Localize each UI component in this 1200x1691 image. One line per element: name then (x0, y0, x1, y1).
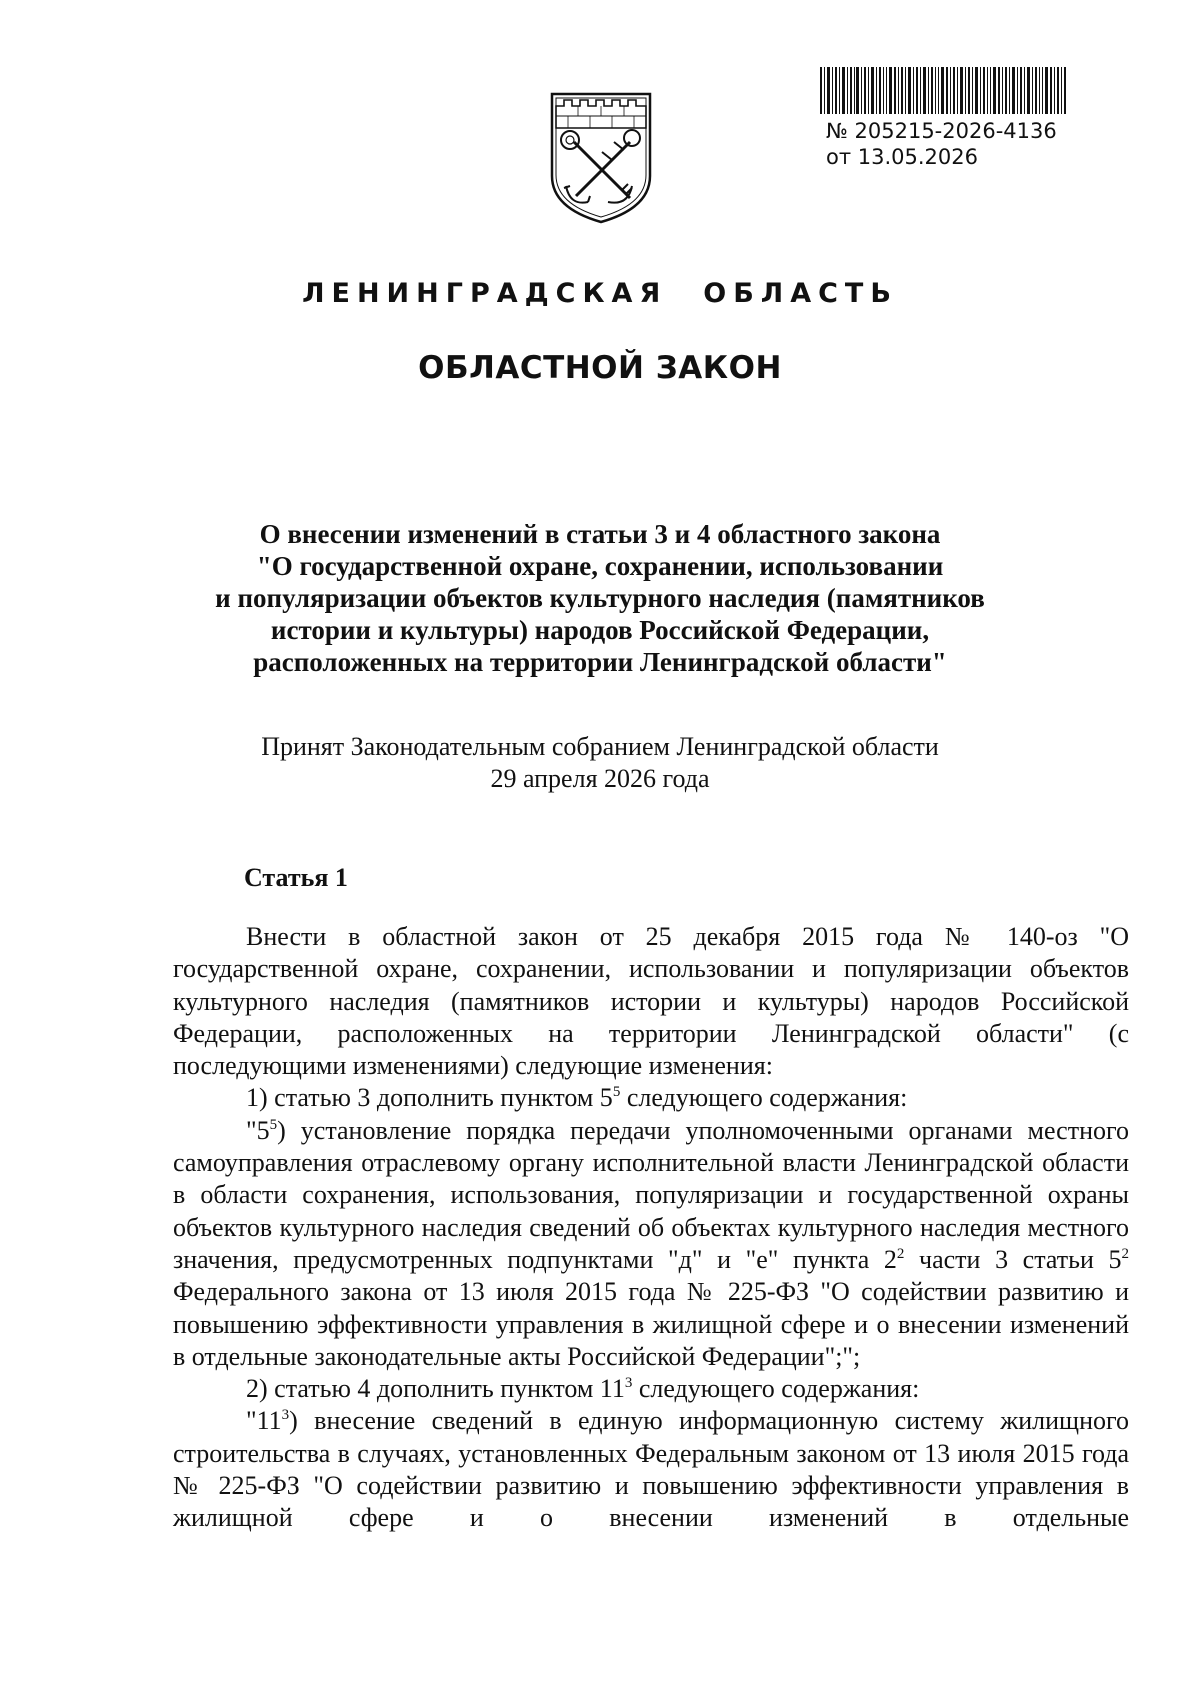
law-title-line: и популяризации объектов культурного наследия (памятников (215, 583, 985, 613)
region-name (0, 278, 1200, 309)
article-intro: Внести в областной закон от 25 декабря 2015 года № 140-оз "О государственной охране, сохранении, использовании и популяризации объектов культурного наследия (памятников истории и культуры) народов Российской Федерации, расположенных на территории Ленинградской области" (с последующими изменениями) следующие изменения: (173, 922, 1129, 1081)
amendment-quote-1: "$5^5$) установление порядка передачи уполномоченными органами местного самоуправления отраслевому органу исполнительной власти Ленинградской области в области сохранения, использования, популяризации и государственной охраны объектов культурного наследия сведений об объектах культурного наследия местного значения, предусмотренных подпунктами "д" и "е" пункта $2^2$ части 3 статьи $5^2$ Федерального закона от 13 июля 2015 года № 225-ФЗ "О содействии развитию и повышению эффективности управления в жилищной сфере и о внесении изменений в отдельные законодательные акты Российской Федерации";"; (173, 1115, 1130, 1371)
article-body (173, 921, 1129, 1535)
law-title (120, 518, 1080, 678)
law-title-line: расположенных на территории Ленинградской области" (253, 647, 947, 677)
article-heading: Статья 1 (244, 863, 348, 892)
amendment-quote-2: "$11^3$) внесение сведений в единую информационную систему жилищного строительства в случаях, установленных Федеральным законом от 13 июля 2015 года № 225-ФЗ "О содействии развитию и повышению эффективности управления в жилищной сфере и о внесении изменений в отдельные (173, 1406, 1129, 1533)
document-type: ОБЛАСТНОЙ ЗАКОН (418, 350, 782, 386)
barcode (818, 67, 1068, 114)
law-title-line: истории и культуры) народов Российской Федерации, (270, 615, 930, 645)
adoption-note (120, 731, 1080, 795)
amendment-item-2: 2) статью 4 дополнить пунктом $11^3$ следующего содержания: (246, 1374, 920, 1404)
region-word-1: ЛЕНИНГРАДСКАЯ (302, 278, 668, 309)
law-title-line: О внесении изменений в статьи 3 и 4 областного закона (259, 519, 941, 549)
coat-of-arms-emblem (548, 90, 654, 226)
region-word-2: ОБЛАСТЬ (703, 278, 898, 309)
registration-date: от 13.05.2026 (826, 145, 978, 169)
registration-info (826, 118, 1057, 170)
adoption-body: Принят Законодательным собранием Ленинградской области (261, 732, 939, 761)
law-title-line: "О государственной охране, сохранении, использовании (256, 551, 944, 581)
amendment-item-1: 1) статью 3 дополнить пунктом $5^5$ следующего содержания: (246, 1083, 908, 1113)
registration-number: № 205215-2026-4136 (826, 119, 1057, 143)
adoption-date: 29 апреля 2026 года (490, 764, 710, 793)
